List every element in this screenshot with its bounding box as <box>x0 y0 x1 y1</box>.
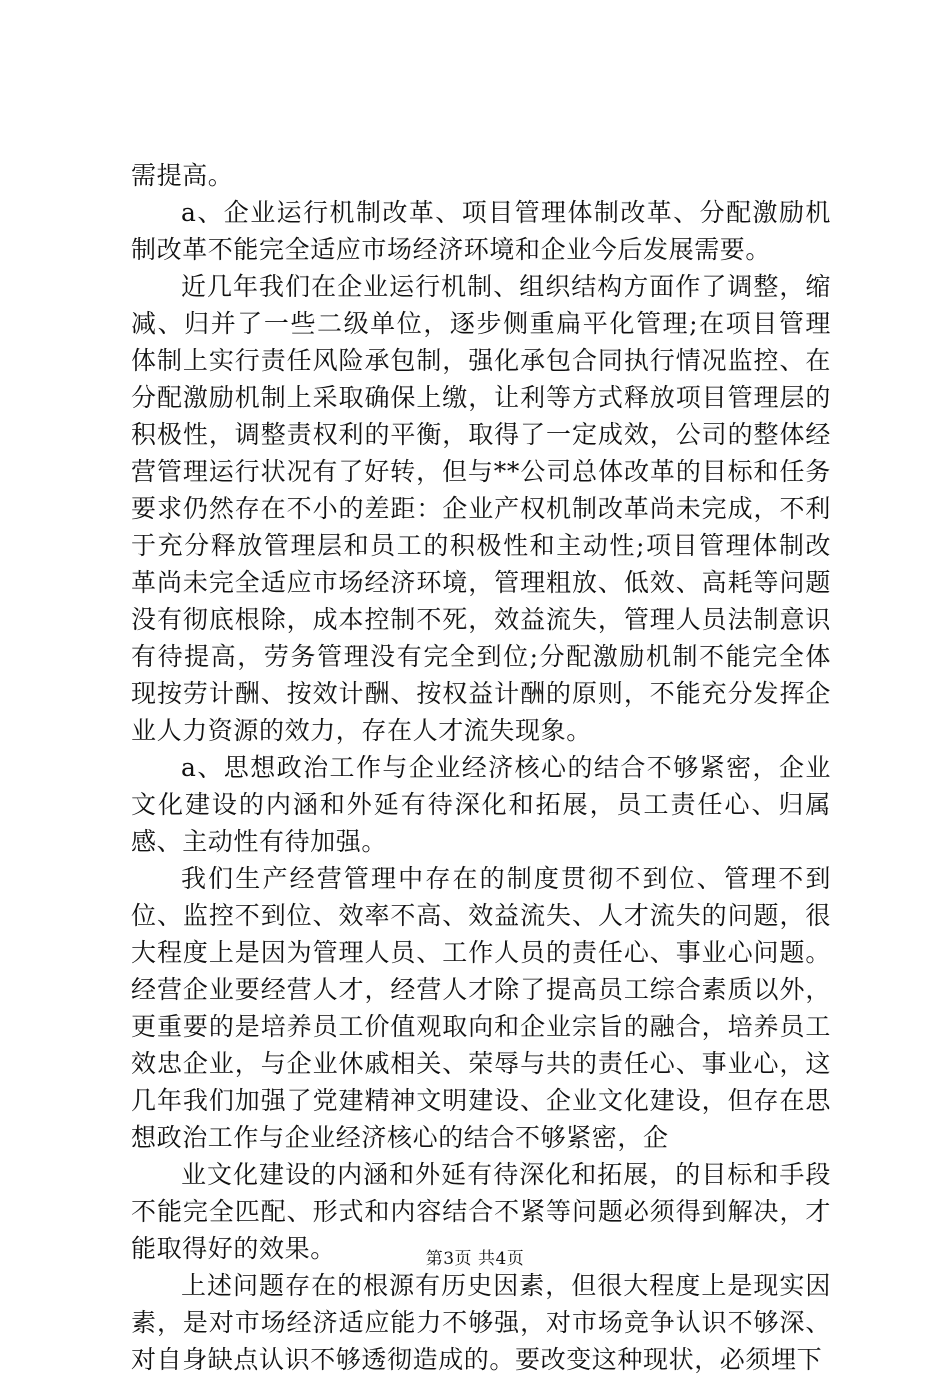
paragraph: 上述问题存在的根源有历史因素，但很大程度上是现实因素，是对市场经济适应能力不够强，对市场竞争认识不够深、对自身缺点认识不够透彻造成的。要改变这种现状，必须埋下 <box>131 1271 831 1374</box>
paragraph: 业文化建设的内涵和外延有待深化和拓展，的目标和手段不能完全匹配、形式和内容结合不紧等问题必须得到解决，才能取得好的效果。 <box>131 1160 831 1263</box>
document-body <box>131 157 831 1378</box>
paragraph: 我们生产经营管理中存在的制度贯彻不到位、管理不到位、监控不到位、效率不高、效益流失、人才流失的问题，很大程度上是因为管理人员、工作人员的责任心、事业心问题。经营企业要经营人才，经营人才除了提高员工综合素质以外，更重要的是培养员工价值观取向和企业宗旨的融合，培养员工效忠企业，与企业休戚相关、荣辱与共的责任心、事业心，这几年我们加强了党建精神文明建设、企业文化建设，但存在思想政治工作与企业经济核心的结合不够紧密，企 <box>131 864 831 1152</box>
paragraph: 近几年我们在企业运行机制、组织结构方面作了调整，缩减、归并了一些二级单位，逐步侧重扁平化管理;在项目管理体制上实行责任风险承包制，强化承包合同执行情况监控、在分配激励机制上采取确保上缴，让利等方式释放项目管理层的积极性，调整责权利的平衡，取得了一定成效，公司的整体经营管理运行状况有了好转，但与**公司总体改革的目标和任务要求仍然存在不小的差距：企业产权机制改革尚未完成，不利于充分释放管理层和员工的积极性和主动性;项目管理体制改革尚未完全适应市场经济环境，管理粗放、低效、高耗等问题没有彻底根除，成本控制不死，效益流失，管理人员法制意识有待提高，劳务管理没有完全到位;分配激励机制不能完全体现按劳计酬、按效计酬、按权益计酬的原则，不能充分发挥企业人力资源的效力，存在人才流失现象。 <box>131 272 831 745</box>
paragraph: a、思想政治工作与企业经济核心的结合不够紧密，企业文化建设的内涵和外延有待深化和拓展，员工责任心、归属感、主动性有待加强。 <box>131 753 831 856</box>
paragraph: a、企业运行机制改革、项目管理体制改革、分配激励机制改革不能完全适应市场经济环境和企业今后发展需要。 <box>131 198 831 264</box>
page-number-footer: 第3页 共4页 <box>425 1249 525 1269</box>
paragraph: 需提高。 <box>131 161 234 190</box>
